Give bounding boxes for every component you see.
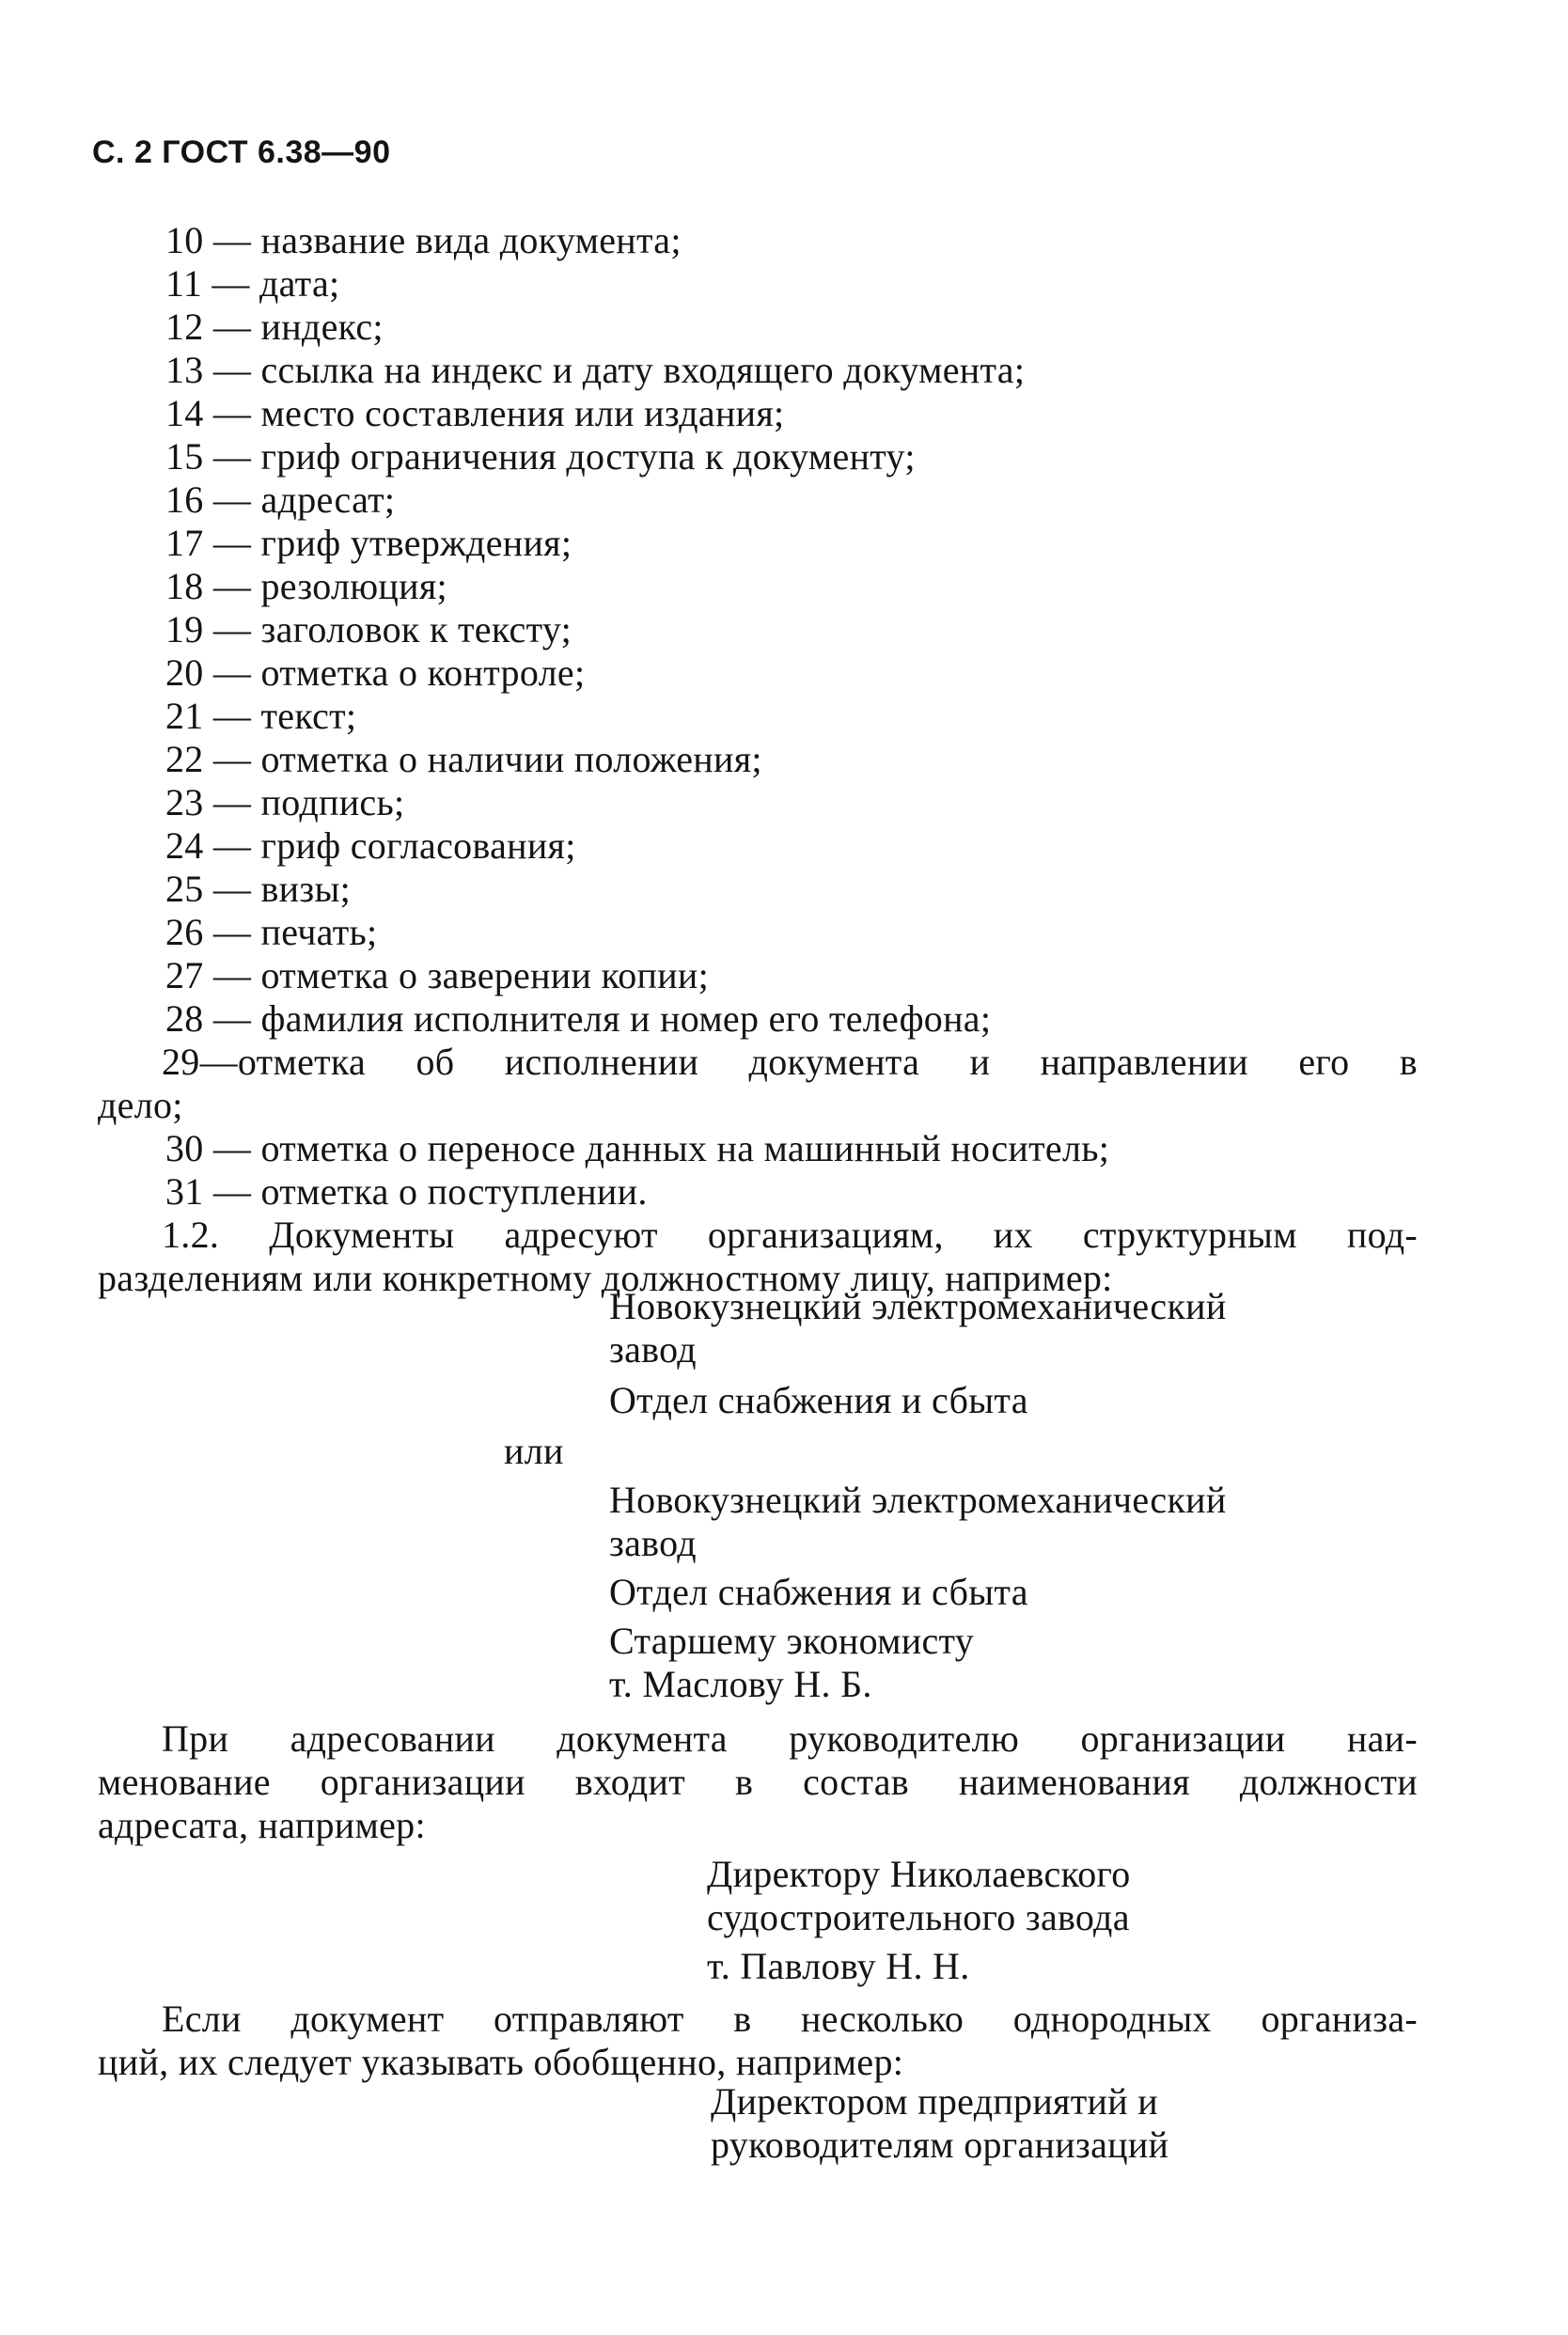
list-item: 30 — отметка о переносе данных на машинный носитель; (165, 1127, 1110, 1169)
section-1-2-line: 1.2. Документы адресуют организациям, их структурным под- (162, 1214, 1418, 1256)
address-example-line: Новокузнецкий электромеханический (609, 1285, 1227, 1327)
list-item: 29—отметка об исполнении документа и направлении его в (162, 1041, 1418, 1083)
list-item: 22 — отметка о наличии положения; (165, 738, 762, 780)
paragraph-line: адресата, например: (98, 1804, 426, 1846)
list-item: 18 — резолюция; (165, 565, 447, 607)
address-example-line: Старшему экономисту (609, 1620, 975, 1662)
address-example-line: т. Маслову Н. Б. (609, 1663, 872, 1705)
list-item: 13 — ссылка на индекс и дату входящего документа; (165, 349, 1026, 391)
address-example-line: Директору Николаевского (707, 1853, 1131, 1895)
address-example-line: Директором предприятий и (711, 2080, 1158, 2123)
address-example-line: завод (609, 1328, 697, 1371)
list-item: 26 — печать; (165, 911, 378, 953)
list-item: 23 — подпись; (165, 781, 405, 823)
list-item: 14 — место составления или издания; (165, 392, 785, 434)
address-example-line: Отдел снабжения и сбыта (609, 1571, 1028, 1613)
list-item: 11 — дата; (165, 262, 340, 305)
list-item: 17 — гриф утверждения; (165, 522, 572, 564)
address-example-line: завод (609, 1522, 697, 1564)
list-item: 19 — заголовок к тексту; (165, 608, 572, 650)
list-item: 12 — индекс; (165, 306, 384, 348)
paragraph-line: При адресовании документа руководителю организации наи- (162, 1717, 1418, 1760)
paragraph-line: ций, их следует указывать обобщенно, например: (98, 2041, 904, 2083)
address-example-line: судостроительного завода (707, 1896, 1130, 1938)
connector-word: или (504, 1430, 564, 1472)
list-item: 10 — название вида документа; (165, 219, 682, 261)
list-item-continuation: дело; (98, 1084, 183, 1126)
address-example-line: т. Павлову Н. Н. (707, 1945, 970, 1987)
address-example-line: руководителям организаций (711, 2123, 1169, 2166)
paragraph-line: менование организации входит в состав наименования должности (98, 1761, 1418, 1803)
list-item: 16 — адресат; (165, 478, 396, 521)
list-item: 28 — фамилия исполнителя и номер его телефона; (165, 997, 992, 1040)
list-item: 21 — текст; (165, 695, 357, 737)
list-item: 27 — отметка о заверении копии; (165, 954, 710, 996)
address-example-line: Отдел снабжения и сбыта (609, 1379, 1028, 1421)
address-example-line: Новокузнецкий электромеханический (609, 1479, 1227, 1521)
list-item: 15 — гриф ограничения доступа к документу; (165, 435, 916, 478)
list-item: 24 — гриф согласования; (165, 824, 576, 867)
list-item: 20 — отметка о контроле; (165, 651, 586, 694)
list-item: 25 — визы; (165, 868, 352, 910)
running-head: С. 2 ГОСТ 6.38—90 (92, 134, 391, 170)
paragraph-line: Если документ отправляют в несколько однородных организа- (162, 1998, 1418, 2040)
section-1-2-line: разделениям или конкретному должностному лицу, например: (98, 1257, 1113, 1299)
list-item: 31 — отметка о поступлении. (165, 1170, 648, 1213)
